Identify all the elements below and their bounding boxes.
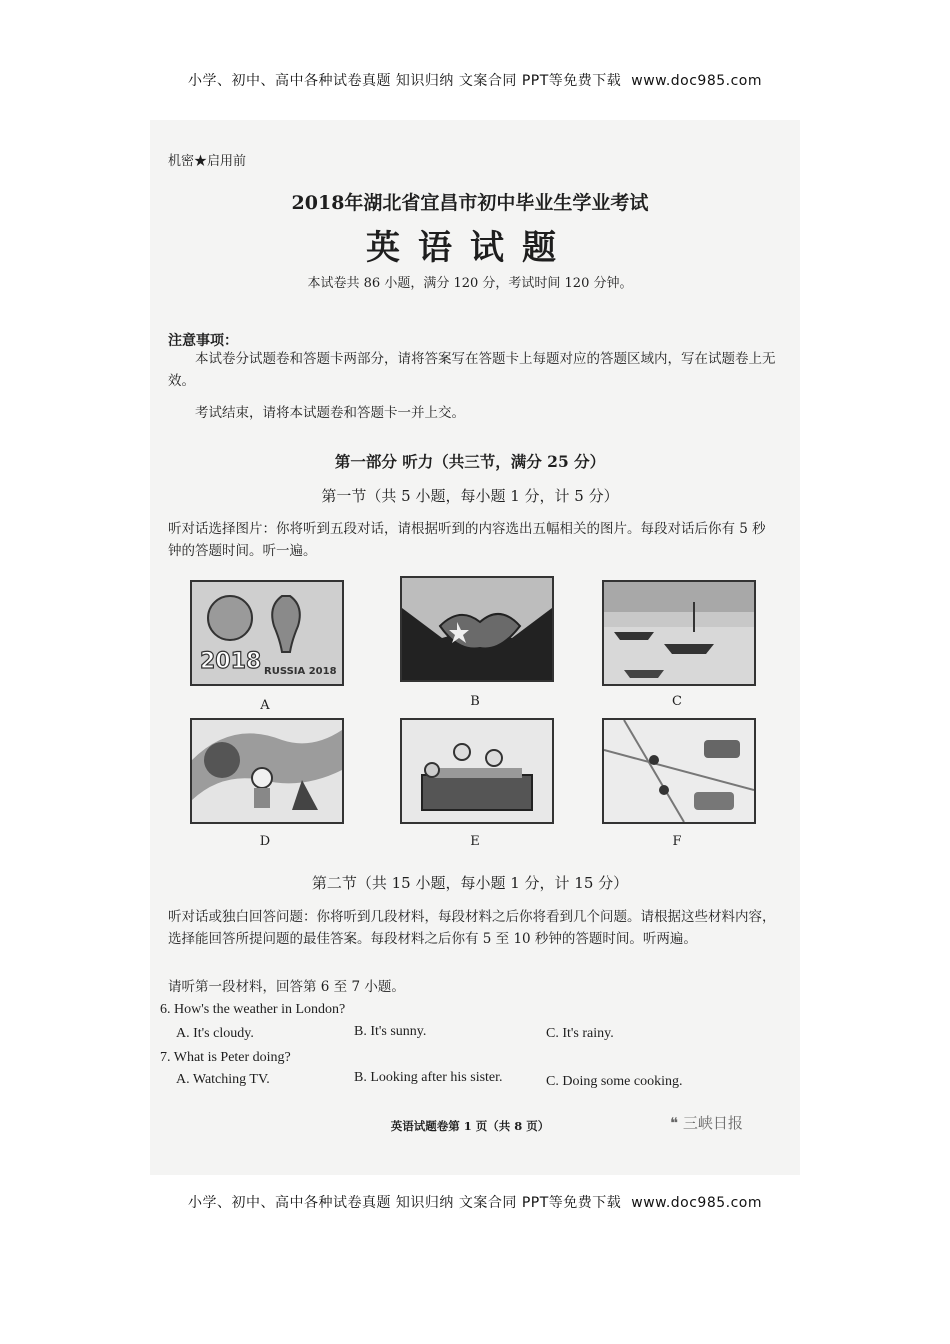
picture-grid [190,580,760,860]
section2-title: 第二节（共 15 小题，每小题 1 分，计 15 分） [311,874,629,892]
street-scene-picture [602,718,756,824]
section1-title: 第一节（共 5 小题，每小题 1 分，计 5 分） [321,487,619,505]
notes-heading: 注意事项： [168,333,238,349]
picture-label: D [259,834,271,849]
newspaper-watermark [670,1112,743,1133]
exam-page-scan [150,120,800,1175]
chat-bubble-icon: ❝ [670,1114,679,1132]
bottom-banner [0,1192,950,1212]
world-cup-picture [190,580,344,686]
question-6: 6. How's the weather in London? [160,1002,346,1017]
banner-url[interactable]: www.doc985.com [631,1195,763,1211]
note-item: 本试卷分试题卷和答题卡两部分，请将答案写在答题卡上每题对应的答题区域内，写在试题卷上无效。 [168,351,776,389]
banner-text: 小学、初中、高中各种试卷真题 知识归纳 文案合同 PPT等免费下载 [187,1195,622,1211]
boats-river-picture [602,580,756,686]
exam-info: 本试卷共 86 小题，满分 120 分，考试时间 120 分钟。 [307,276,633,291]
banner-url[interactable]: www.doc985.com [631,73,763,89]
picture-a-logo-text: 2018 [200,649,262,674]
cartoon-e-picture [400,718,554,824]
watermark-text: 三峡日报 [682,1114,743,1132]
section1-instructions: 听对话选择图片：你将听到五段对话，请根据听到的内容选出五幅相关的图片。每段对话后你有 5 秒钟的答题时间。听一遍。 [168,521,766,559]
question-7-option-a: A. Watching TV. [176,1072,270,1087]
section2-instructions: 听对话或独白回答问题：你将听到几段材料，每段材料之后你将看到几个问题。请根据这些材料内容，选择能回答所提问题的最佳答案。每段材料之后你有 5 至 10 秒钟的答题时间。听两遍。 [168,909,776,947]
picture-label: F [672,834,682,849]
page-footer: 英语试题卷第 1 页（共 8 页） [390,1119,550,1133]
confidential-label: 机密★启用前 [168,154,247,169]
picture-label: B [470,694,480,709]
subject-title: 英语试题 [366,228,574,268]
picture-a-subtext: RUSSIA 2018 [264,666,337,677]
cartoon-d-picture [190,718,344,824]
question-6-option-a: A. It's cloudy. [176,1026,254,1041]
picture-label: E [470,834,480,849]
exam-title: 2018年湖北省宜昌市初中毕业生学业考试 [291,192,649,214]
question-6-option-c: C. It's rainy. [546,1026,614,1041]
top-banner [0,70,950,90]
picture-label: C [672,694,682,709]
picture-label: A [260,698,270,713]
question-7: 7. What is Peter doing? [160,1050,291,1065]
question-7-option-b: B. Looking after his sister. [354,1070,503,1085]
listen-prompt: 请听第一段材料，回答第 6 至 7 小题。 [168,979,405,995]
note-item: 考试结束，请将本试题卷和答题卡一并上交。 [195,405,465,421]
handshake-picture [400,576,554,682]
question-7-option-c: C. Doing some cooking. [546,1074,683,1089]
banner-text: 小学、初中、高中各种试卷真题 知识归纳 文案合同 PPT等免费下载 [187,73,622,89]
part1-title: 第一部分 听力（共三节，满分 25 分） [334,452,606,471]
question-6-option-b: B. It's sunny. [354,1024,427,1039]
